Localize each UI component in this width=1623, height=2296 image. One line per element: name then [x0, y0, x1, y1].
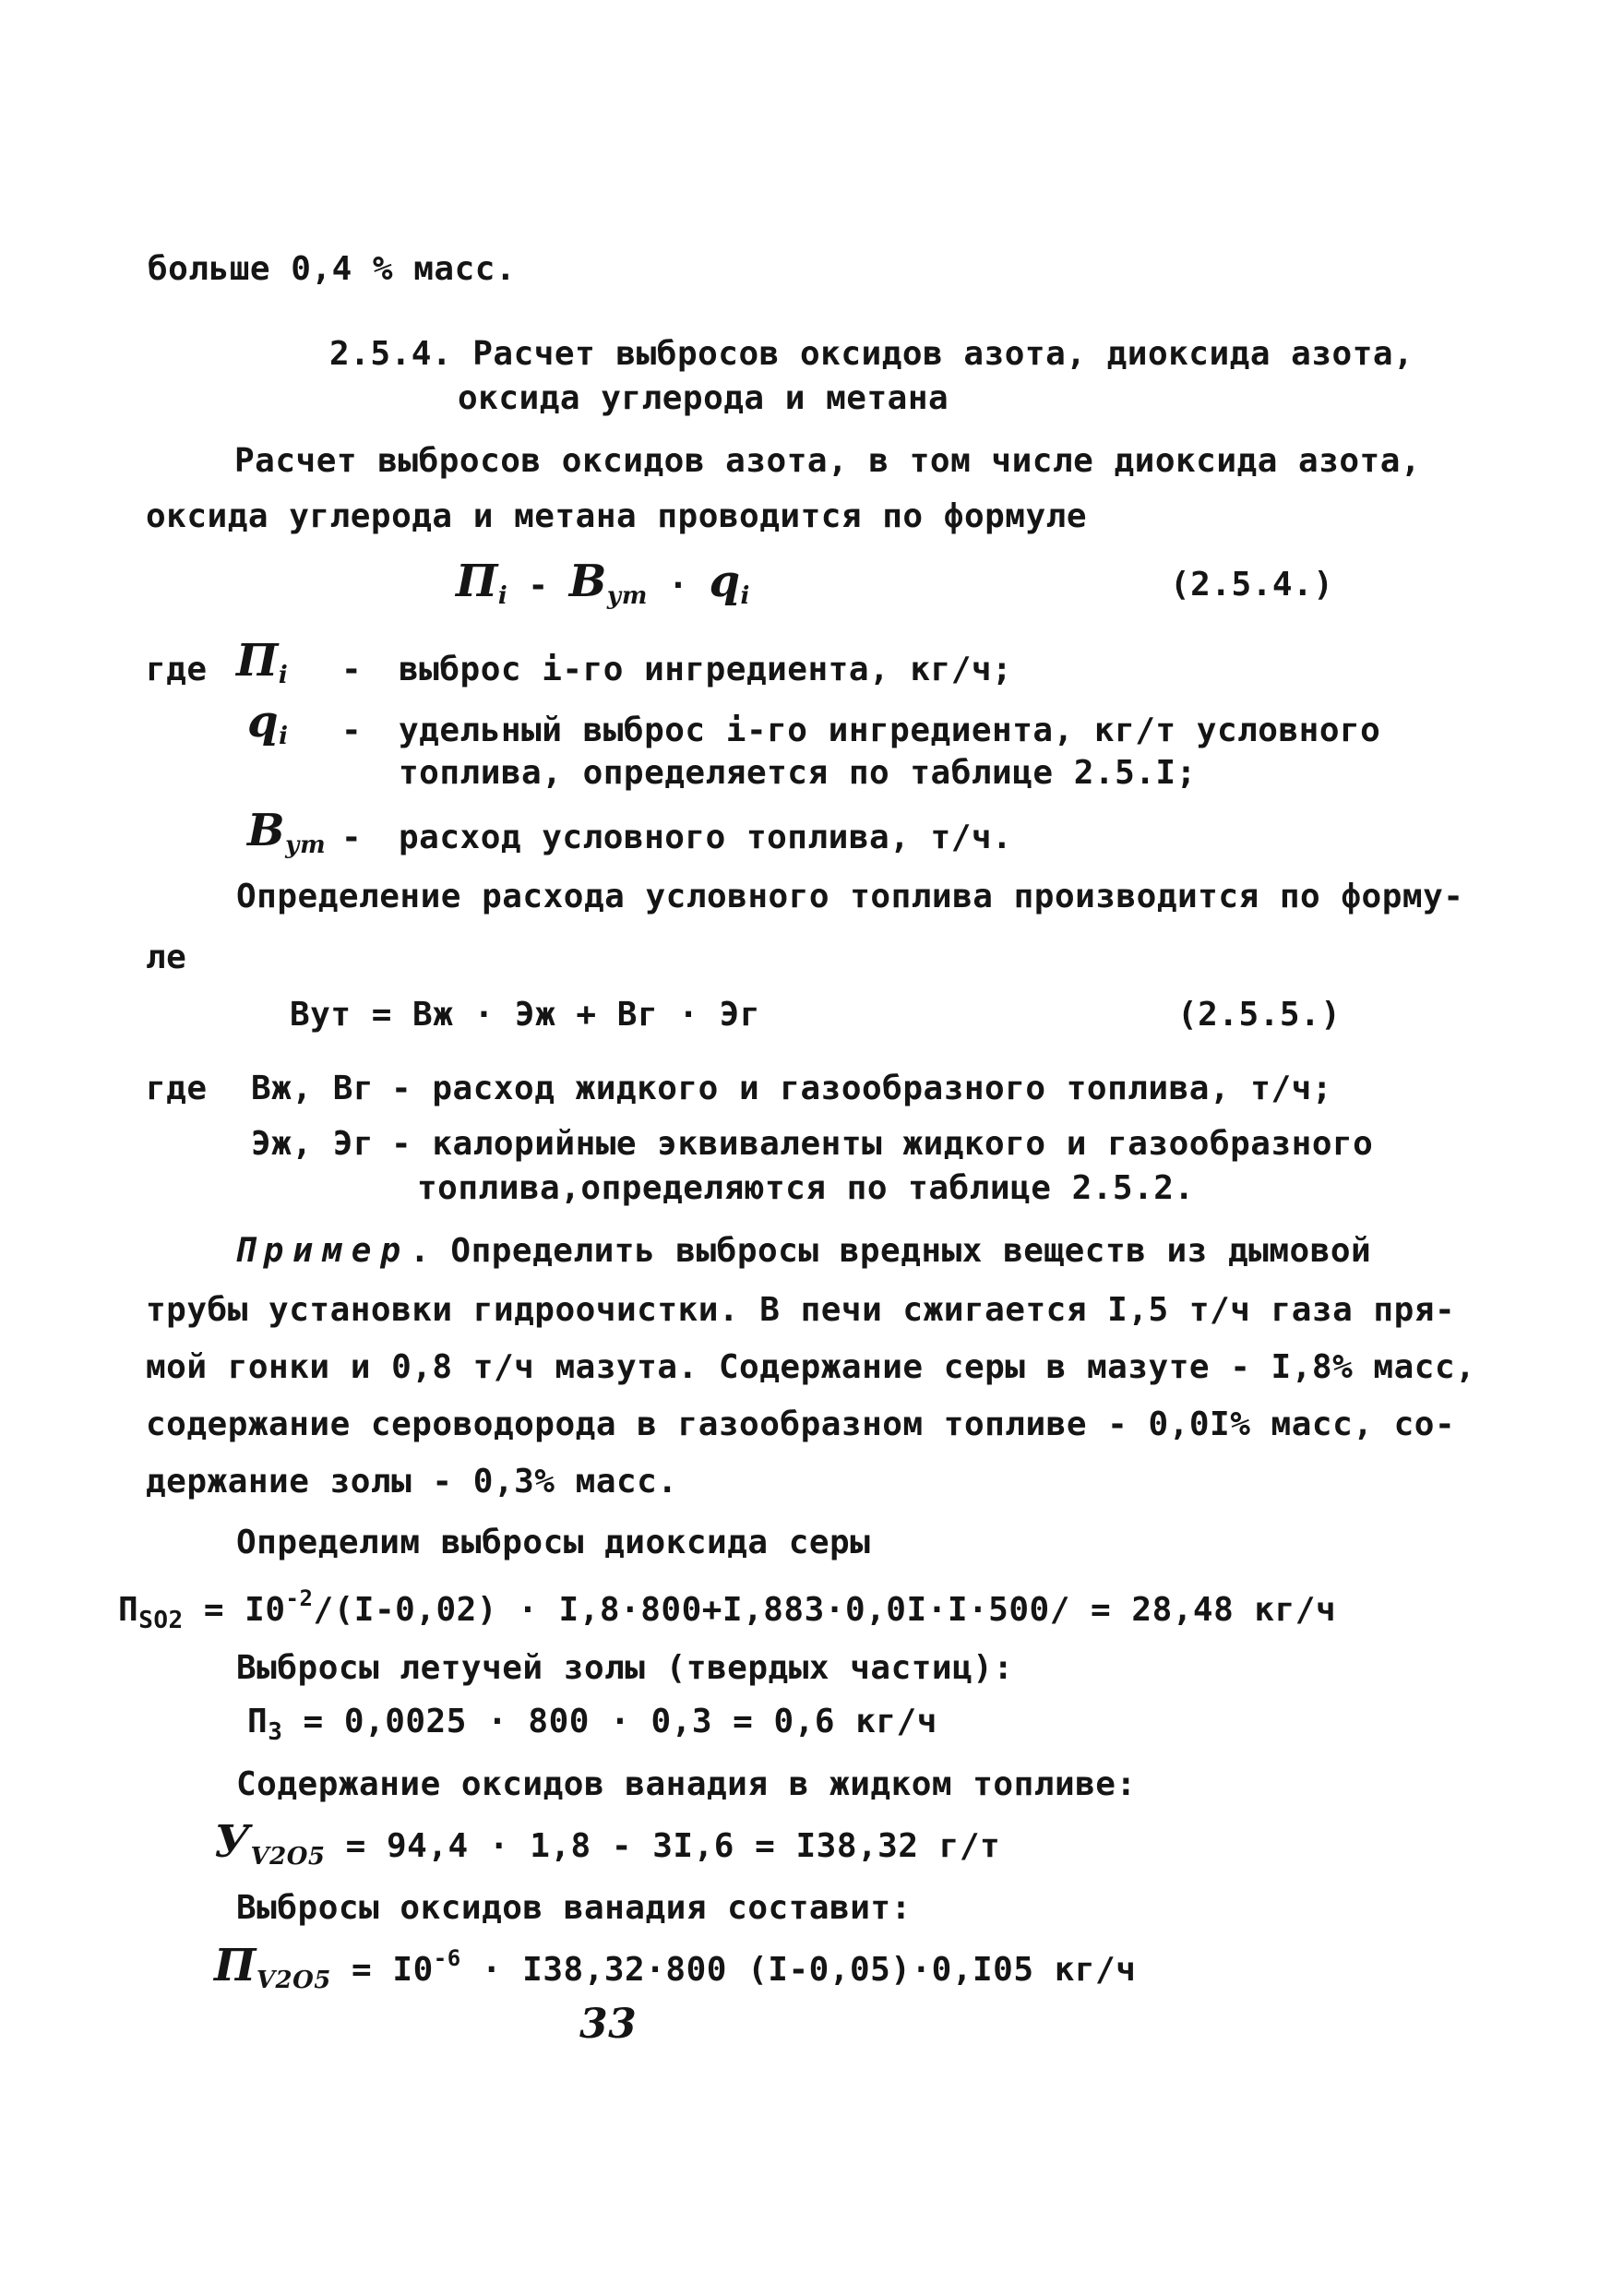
calc-expression: = 0,0025 · 800 · 0,3 = 0,6 кг/ч [282, 1703, 937, 1740]
where-text-3: расход условного топлива, т/ч. [399, 819, 1013, 856]
calc-prefix: = I0 [183, 1591, 286, 1629]
calc-vanadium-emission [214, 1938, 1136, 2001]
example-label: Пример [234, 1232, 411, 1270]
example-line-3: мой гонки и 0,8 т/ч мазута. Содержание серы в мазуте - I,8% масс, [146, 1348, 1476, 1386]
example-text: . Определить выбросы вредных веществ из дымовой [410, 1232, 1372, 1270]
calc-vanadium-content [214, 1816, 1001, 1877]
calc-exponent: -2 [285, 1585, 314, 1611]
paragraph-2-line-2: ле [146, 939, 187, 976]
formula-number-2-5-4: (2.5.4.) [1170, 566, 1334, 604]
symbol-B: B [247, 805, 286, 856]
example-line-5: держание золы - 0,3% масс. [146, 1463, 678, 1501]
where-text-4: - расход жидкого и газообразного топлива, т/ч; [391, 1070, 1332, 1107]
example-line-1 [234, 1231, 1371, 1272]
where-label-1: где [146, 651, 208, 688]
step-3-text: Содержание оксидов ванадия в жидком топливе: [236, 1765, 1137, 1803]
step-2-text: Выбросы летучей золы (твердых частиц): [236, 1649, 1014, 1687]
symbol-subscript: i [279, 723, 289, 750]
formula-2-5-5: Вут = Вж · Эж + Вг · Эг [290, 996, 760, 1034]
formula-symbol-q: q [709, 556, 741, 607]
section-heading-line-2: оксида углерода и метана [458, 379, 949, 417]
where-symbol-Vzh-Vg: Вж, Вг [251, 1070, 375, 1107]
text-line-1: больше 0,4 % масс. [148, 250, 517, 288]
calc-expression: · I38,32·800 (I-0,05)·0,I05 кг/ч [460, 1951, 1137, 1989]
symbol-P: П [236, 635, 279, 687]
formula-operator: · [647, 567, 710, 604]
calc-subscript-so2: SO2 [138, 1607, 184, 1634]
where-label-2: где [146, 1070, 208, 1107]
symbol-q: q [247, 696, 280, 747]
where-symbol-Ezh-Eg: Эж, Эг [251, 1125, 375, 1163]
calc-expression: /(I-0,02) · I,8·800+I,883·0,0I·I·500/ = 28,48 кг/ч [313, 1591, 1337, 1629]
where-dash-3: - [341, 819, 363, 856]
calc-prefix: = I0 [330, 1951, 434, 1989]
where-text-1: выброс i-го ингредиента, кг/ч; [399, 651, 1013, 688]
calc-symbol-P: П [247, 1703, 269, 1740]
where-text-5-line-2: топлива,определяются по таблице 2.5.2. [417, 1169, 1195, 1207]
formula-number-2-5-5: (2.5.5.) [1177, 996, 1342, 1034]
where-symbol-B [247, 805, 327, 866]
page-number: 33 [579, 2001, 638, 2048]
formula-symbol-B: B [568, 556, 607, 607]
example-line-4: содержание сероводорода в газообразном топливе - 0,0I% масс, со- [146, 1405, 1456, 1443]
formula-symbol-P: П [456, 556, 498, 607]
formula-subscript: i [740, 582, 750, 610]
where-text-5-line-1: - калорийные эквиваленты жидкого и газообразного [391, 1125, 1374, 1163]
calc-subscript-v2o5: V2O5 [256, 1967, 331, 1994]
example-line-2: трубы установки гидроочистки. В печи сжигается I,5 т/ч газа пря- [146, 1291, 1456, 1329]
where-text-2-line-1: удельный выброс i-го ингредиента, кг/т условного [399, 712, 1381, 749]
calc-expression: = 94,4 · 1,8 - 3I,6 = I38,32 г/т [325, 1827, 1001, 1865]
calc-subscript-v2o5: V2O5 [250, 1843, 326, 1871]
calc-sulfur-dioxide [118, 1578, 1336, 1641]
formula-operator: - [507, 567, 569, 604]
formula-subscript: ут [606, 582, 648, 610]
calc-symbol-U: У [214, 1816, 251, 1868]
calc-subscript-z: З [268, 1718, 283, 1746]
calc-ash [247, 1702, 937, 1752]
calc-exponent: -6 [433, 1945, 461, 1971]
section-heading-line-1: 2.5.4. Расчет выбросов оксидов азота, диоксида азота, [329, 335, 1414, 373]
where-text-2-line-2: топлива, определяется по таблице 2.5.I; [399, 754, 1197, 792]
where-symbol-P [236, 635, 289, 696]
formula-2-5-4 [456, 556, 750, 616]
where-symbol-q [247, 696, 289, 757]
calc-symbol-P: П [118, 1591, 139, 1629]
step-1-text: Определим выбросы диоксида серы [236, 1524, 871, 1561]
step-4-text: Выбросы оксидов ванадия составит: [236, 1889, 912, 1927]
paragraph-2-line-1: Определение расхода условного топлива производится по форму- [236, 878, 1464, 915]
paragraph-1-line-1: Расчет выбросов оксидов азота, в том числе диоксида азота, [234, 442, 1422, 480]
formula-subscript: i [497, 582, 508, 610]
where-dash-1: - [341, 651, 363, 688]
symbol-subscript: i [278, 662, 289, 689]
where-dash-2: - [341, 712, 363, 749]
calc-symbol-P: П [214, 1940, 257, 1991]
symbol-subscript: ут [285, 831, 327, 859]
paragraph-1-line-2: оксида углерода и метана проводится по формуле [146, 497, 1087, 535]
